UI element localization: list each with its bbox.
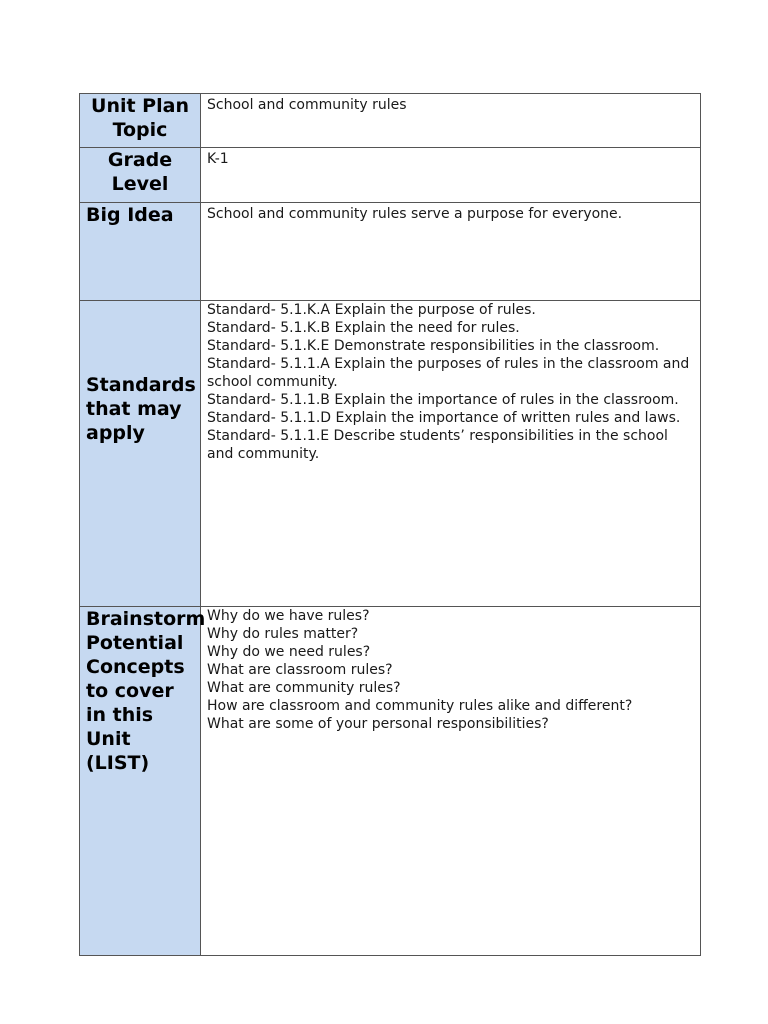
big-idea-value: School and community rules serve a purpose for everyone. (207, 206, 623, 222)
grade-value: K-1 (207, 151, 229, 167)
brainstorm-line: Why do we have rules? (207, 608, 370, 624)
brainstorm-line: How are classroom and community rules alike and different? (207, 698, 633, 714)
label-cell (80, 148, 201, 203)
brainstorm-line: What are classroom rules? (207, 662, 393, 678)
standards-list (207, 301, 694, 463)
brainstorm-line: Why do rules matter? (207, 626, 359, 642)
standard-line: Standard- 5.1.1.B Explain the importance of rules in the classroom. (207, 392, 679, 408)
content-cell (201, 607, 701, 956)
brainstorm-line: Why do we need rules? (207, 644, 371, 660)
label-cell (80, 301, 201, 607)
content-cell (201, 94, 701, 148)
brainstorm-line: What are community rules? (207, 680, 401, 696)
unit-plan-table (79, 93, 701, 956)
brainstorm-label: Brainstorm Potential Concepts to cover in this Unit (LIST) (86, 608, 206, 774)
table-row (80, 301, 701, 607)
table-row (80, 607, 701, 956)
topic-label: Unit Plan Topic (91, 95, 189, 141)
standard-line: Standard- 5.1.K.A Explain the purpose of rules. (207, 302, 536, 318)
table-row (80, 148, 701, 203)
standard-line: Standard- 5.1.1.D Explain the importance of written rules and laws. (207, 410, 681, 426)
content-cell (201, 148, 701, 203)
standard-line: Standard- 5.1.K.B Explain the need for rules. (207, 320, 520, 336)
table-row (80, 94, 701, 148)
brainstorm-line: What are some of your personal responsibilities? (207, 716, 549, 732)
label-cell (80, 607, 206, 956)
table-row (80, 203, 701, 301)
big-idea-label: Big Idea (86, 204, 174, 226)
standard-line: Standard- 5.1.1.E Describe students’ responsibilities in the school and community. (207, 428, 668, 462)
grade-label: Grade Level (107, 149, 173, 195)
content-cell (201, 203, 701, 301)
standard-line: Standard- 5.1.1.A Explain the purposes of rules in the classroom and school community. (207, 356, 690, 390)
label-cell (80, 94, 201, 148)
content-cell (201, 301, 701, 607)
standards-label: Standards that may apply (86, 374, 196, 444)
brainstorm-list (207, 607, 694, 733)
label-cell (80, 203, 201, 301)
topic-value: School and community rules (207, 97, 407, 113)
standard-line: Standard- 5.1.K.E Demonstrate responsibilities in the classroom. (207, 338, 660, 354)
